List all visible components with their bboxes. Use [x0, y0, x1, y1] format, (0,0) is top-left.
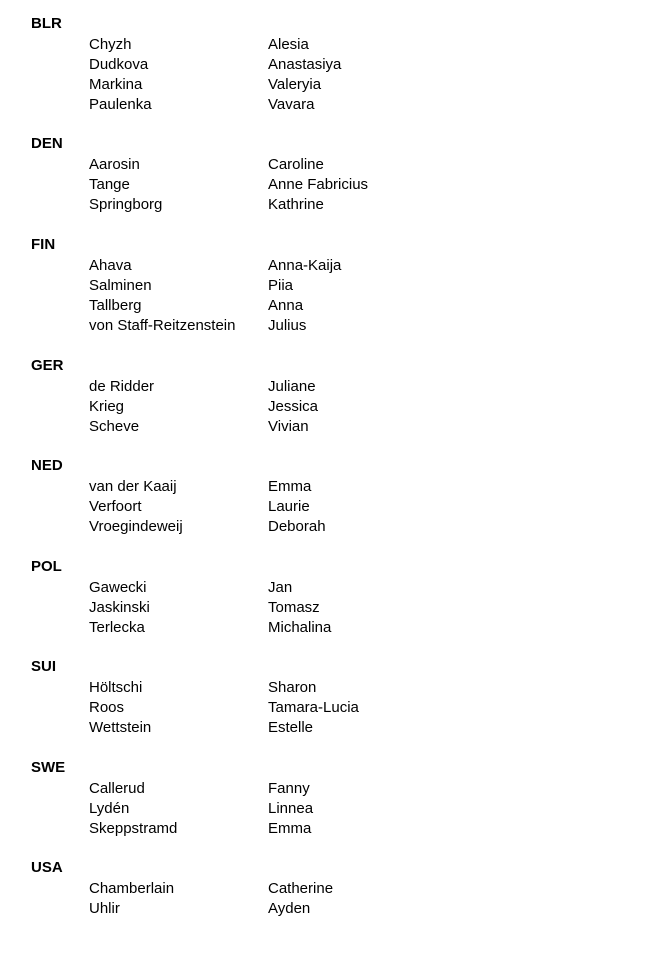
athlete-row: [0, 195, 654, 215]
athlete-row: [0, 296, 654, 316]
athlete-given-name: Jan: [268, 579, 293, 596]
athlete-row: [0, 155, 654, 175]
athlete-row: [0, 256, 654, 276]
country-group: [0, 457, 654, 537]
athlete-given-name: Tomasz: [268, 599, 320, 616]
country-code: SUI: [31, 658, 57, 675]
athlete-given-name: Michalina: [268, 619, 332, 636]
athlete-given-name: Vivian: [268, 418, 309, 435]
athlete-surname: Dudkova: [89, 56, 149, 73]
athlete-given-name: Alesia: [268, 36, 309, 53]
athlete-row: [0, 55, 654, 75]
athlete-given-name: Linnea: [268, 800, 314, 817]
country-group: [0, 759, 654, 839]
athlete-given-name: Jessica: [268, 398, 319, 415]
athlete-given-name: Emma: [268, 478, 312, 495]
athlete-row: [0, 397, 654, 417]
athlete-surname: Callerud: [89, 780, 145, 797]
athlete-surname: Chyzh: [89, 36, 132, 53]
athlete-surname: de Ridder: [89, 378, 155, 395]
athlete-row: [0, 377, 654, 397]
athlete-row: [0, 678, 654, 698]
athlete-row: [0, 517, 654, 537]
athlete-given-name: Vavara: [268, 96, 315, 113]
athlete-surname: Aarosin: [89, 156, 140, 173]
country-code: GER: [31, 357, 64, 374]
athlete-row: [0, 35, 654, 55]
athlete-row: [0, 276, 654, 296]
athlete-given-name: Anna: [268, 297, 304, 314]
athlete-surname: Chamberlain: [89, 880, 175, 897]
country-code: DEN: [31, 135, 63, 152]
athlete-row: [0, 879, 654, 899]
athlete-surname: Tallberg: [89, 297, 142, 314]
country-group: [0, 859, 654, 919]
country-group: [0, 658, 654, 738]
athlete-given-name: Laurie: [268, 498, 310, 515]
athlete-surname: Roos: [89, 699, 125, 716]
athlete-surname: Höltschi: [89, 679, 143, 696]
athlete-given-name: Kathrine: [268, 196, 324, 213]
athlete-surname: Salminen: [89, 277, 152, 294]
country-code: NED: [31, 457, 63, 474]
country-code: USA: [31, 859, 63, 876]
athlete-surname: Gawecki: [89, 579, 147, 596]
athlete-given-name: Estelle: [268, 719, 314, 736]
athlete-surname: Wettstein: [89, 719, 152, 736]
athlete-row: [0, 718, 654, 738]
country-code: FIN: [31, 236, 56, 253]
athlete-surname: Terlecka: [89, 619, 145, 636]
athlete-surname: von Staff-Reitzenstein: [89, 317, 236, 334]
athlete-surname: Markina: [89, 76, 143, 93]
athlete-row: [0, 477, 654, 497]
athlete-surname: Uhlir: [89, 900, 120, 917]
athlete-surname: Vroegindeweij: [89, 518, 183, 535]
athlete-surname: Paulenka: [89, 96, 152, 113]
athlete-row: [0, 779, 654, 799]
country-code: SWE: [31, 759, 66, 776]
athlete-given-name: Juliane: [268, 378, 316, 395]
athlete-row: [0, 819, 654, 839]
athlete-row: [0, 618, 654, 638]
country-group: [0, 357, 654, 437]
athlete-row: [0, 316, 654, 336]
athlete-row: [0, 175, 654, 195]
athlete-row: [0, 417, 654, 437]
athlete-surname: Lydén: [89, 800, 130, 817]
athlete-given-name: Valeryia: [268, 76, 322, 93]
athlete-given-name: Deborah: [268, 518, 326, 535]
athlete-surname: Scheve: [89, 418, 140, 435]
athlete-surname: Krieg: [89, 398, 125, 415]
country-group: [0, 236, 654, 336]
athlete-given-name: Ayden: [268, 900, 311, 917]
country-group: [0, 558, 654, 638]
athlete-given-name: Anne Fabricius: [268, 176, 369, 193]
athlete-surname: Springborg: [89, 196, 163, 213]
athlete-row: [0, 95, 654, 115]
athlete-given-name: Anastasiya: [268, 56, 342, 73]
athlete-surname: Ahava: [89, 257, 132, 274]
athlete-row: [0, 497, 654, 517]
athlete-given-name: Sharon: [268, 679, 317, 696]
athlete-row: [0, 799, 654, 819]
country-code: POL: [31, 558, 62, 575]
athlete-surname: Tange: [89, 176, 130, 193]
athlete-given-name: Piia: [268, 277, 294, 294]
athlete-given-name: Catherine: [268, 880, 334, 897]
athlete-given-name: Emma: [268, 820, 312, 837]
country-code: BLR: [31, 15, 62, 32]
athlete-row: [0, 75, 654, 95]
athlete-surname: Skeppstramd: [89, 820, 178, 837]
athlete-given-name: Anna-Kaija: [268, 257, 342, 274]
athlete-given-name: Julius: [268, 317, 307, 334]
athlete-given-name: Fanny: [268, 780, 310, 797]
country-group: [0, 15, 654, 115]
athlete-row: [0, 578, 654, 598]
athlete-row: [0, 698, 654, 718]
athlete-given-name: Tamara-Lucia: [268, 699, 359, 716]
athlete-row: [0, 899, 654, 919]
athlete-surname: Jaskinski: [89, 599, 150, 616]
athlete-given-name: Caroline: [268, 156, 324, 173]
athlete-surname: Verfoort: [89, 498, 142, 515]
athlete-row: [0, 598, 654, 618]
country-group: [0, 135, 654, 215]
athlete-surname: van der Kaaij: [89, 478, 177, 495]
